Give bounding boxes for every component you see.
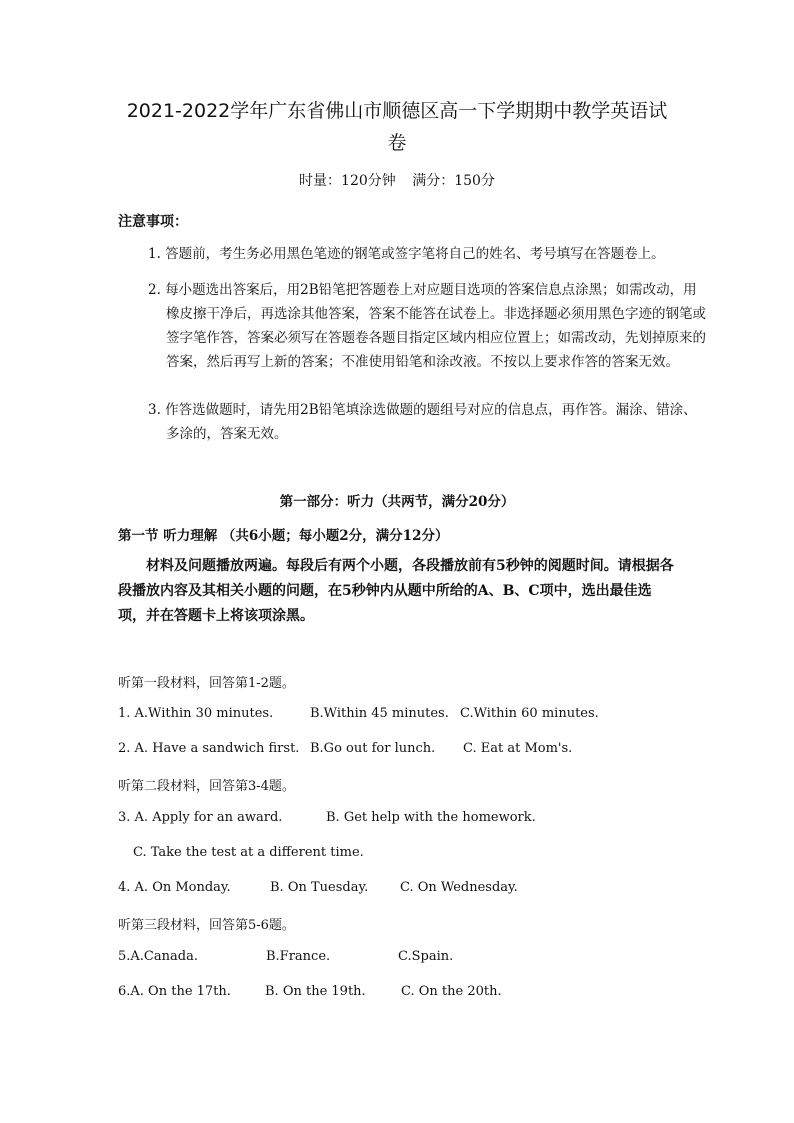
question-5 xyxy=(118,949,678,969)
q1-option-b: B.Within 45 minutes. xyxy=(310,706,449,721)
q1-option-a: 1. A.Within 30 minutes. xyxy=(118,706,274,721)
note-item-1: 1. 答题前，考生务必用黑色笔迹的钢笔或签字笔将自己的姓名、考号填写在答题卷上。 xyxy=(148,246,665,262)
question-4 xyxy=(118,880,678,900)
q4-option-c: C. On Wednesday. xyxy=(400,880,518,895)
notes-heading: 注意事项： xyxy=(118,214,188,230)
question-6 xyxy=(118,984,678,1004)
segment-1-heading: 听第一段材料，回答第1-2题。 xyxy=(118,676,295,691)
exam-meta xyxy=(0,170,794,190)
q2-option-c: C. Eat at Mom's. xyxy=(463,741,573,756)
note-item-3: 3. 作答选做题时，请先用2B铅笔填涂选做题的题组号对应的信息点，再作答。漏涂、错涂、多涂的，答案无效。 xyxy=(148,402,697,442)
segment-2-heading: 听第二段材料，回答第3-4题。 xyxy=(118,779,295,794)
q5-option-b: B.France. xyxy=(266,949,331,964)
q4-option-b: B. On Tuesday. xyxy=(270,880,369,895)
time-limit: 时量：120分钟 xyxy=(299,173,396,189)
q5-option-a: 5.A.Canada. xyxy=(118,949,198,964)
question-3 xyxy=(118,810,678,830)
question-1 xyxy=(118,706,678,726)
section1-heading: 第一节 听力理解 （共6小题；每小题2分，满分12分） xyxy=(118,528,449,544)
q4-option-a: 4. A. On Monday. xyxy=(118,880,231,895)
q6-option-a: 6.A. On the 17th. xyxy=(118,984,231,999)
q2-option-b: B.Go out for lunch. xyxy=(310,741,436,756)
q3-option-a: 3. A. Apply for an award. xyxy=(118,810,283,825)
q3-option-b: B. Get help with the homework. xyxy=(326,810,536,825)
question-2 xyxy=(118,741,678,761)
q2-option-a: 2. A. Have a sandwich first. xyxy=(118,741,300,756)
exam-title-line2: 卷 xyxy=(387,132,407,154)
note-item-2: 2. 每小题选出答案后，用2B铅笔把答题卷上对应题目选项的答案信息点涂黑；如需改动，用橡皮擦干净后，再选涂其他答案，答案不能答在试卷上。非选择题必须用黑色字迹的钢笔或签字笔作答，答案必须写在答题卷各题目指定区域内相应位置上；如需改动，先划掉原来的答案，然后再写上新的答案；不准使用铅笔和涂改液。不按以上要求作答的答案无效。 xyxy=(148,282,706,370)
full-score: 满分：150分 xyxy=(412,173,495,189)
part1-title: 第一部分：听力（共两节，满分20分） xyxy=(279,494,515,510)
q1-option-c: C.Within 60 minutes. xyxy=(460,706,599,721)
q6-option-b: B. On the 19th. xyxy=(265,984,366,999)
q5-option-c: C.Spain. xyxy=(398,949,454,964)
segment-3-heading: 听第三段材料，回答第5-6题。 xyxy=(118,918,295,933)
q6-option-c: C. On the 20th. xyxy=(401,984,502,999)
q3-option-c: C. Take the test at a different time. xyxy=(133,845,364,860)
listening-instructions: 材料及问题播放两遍。每段后有两个小题，各段播放前有5秒钟的阅题时间。请根据各段播放内容及其相关小题的问题，在5秒钟内从题中所给的A、B、C项中，选出最佳选项，并在答题卡上将该项涂黑。 xyxy=(118,558,674,624)
exam-title-line1: 2021-2022学年广东省佛山市顺德区高一下学期期中教学英语试 xyxy=(126,100,668,122)
